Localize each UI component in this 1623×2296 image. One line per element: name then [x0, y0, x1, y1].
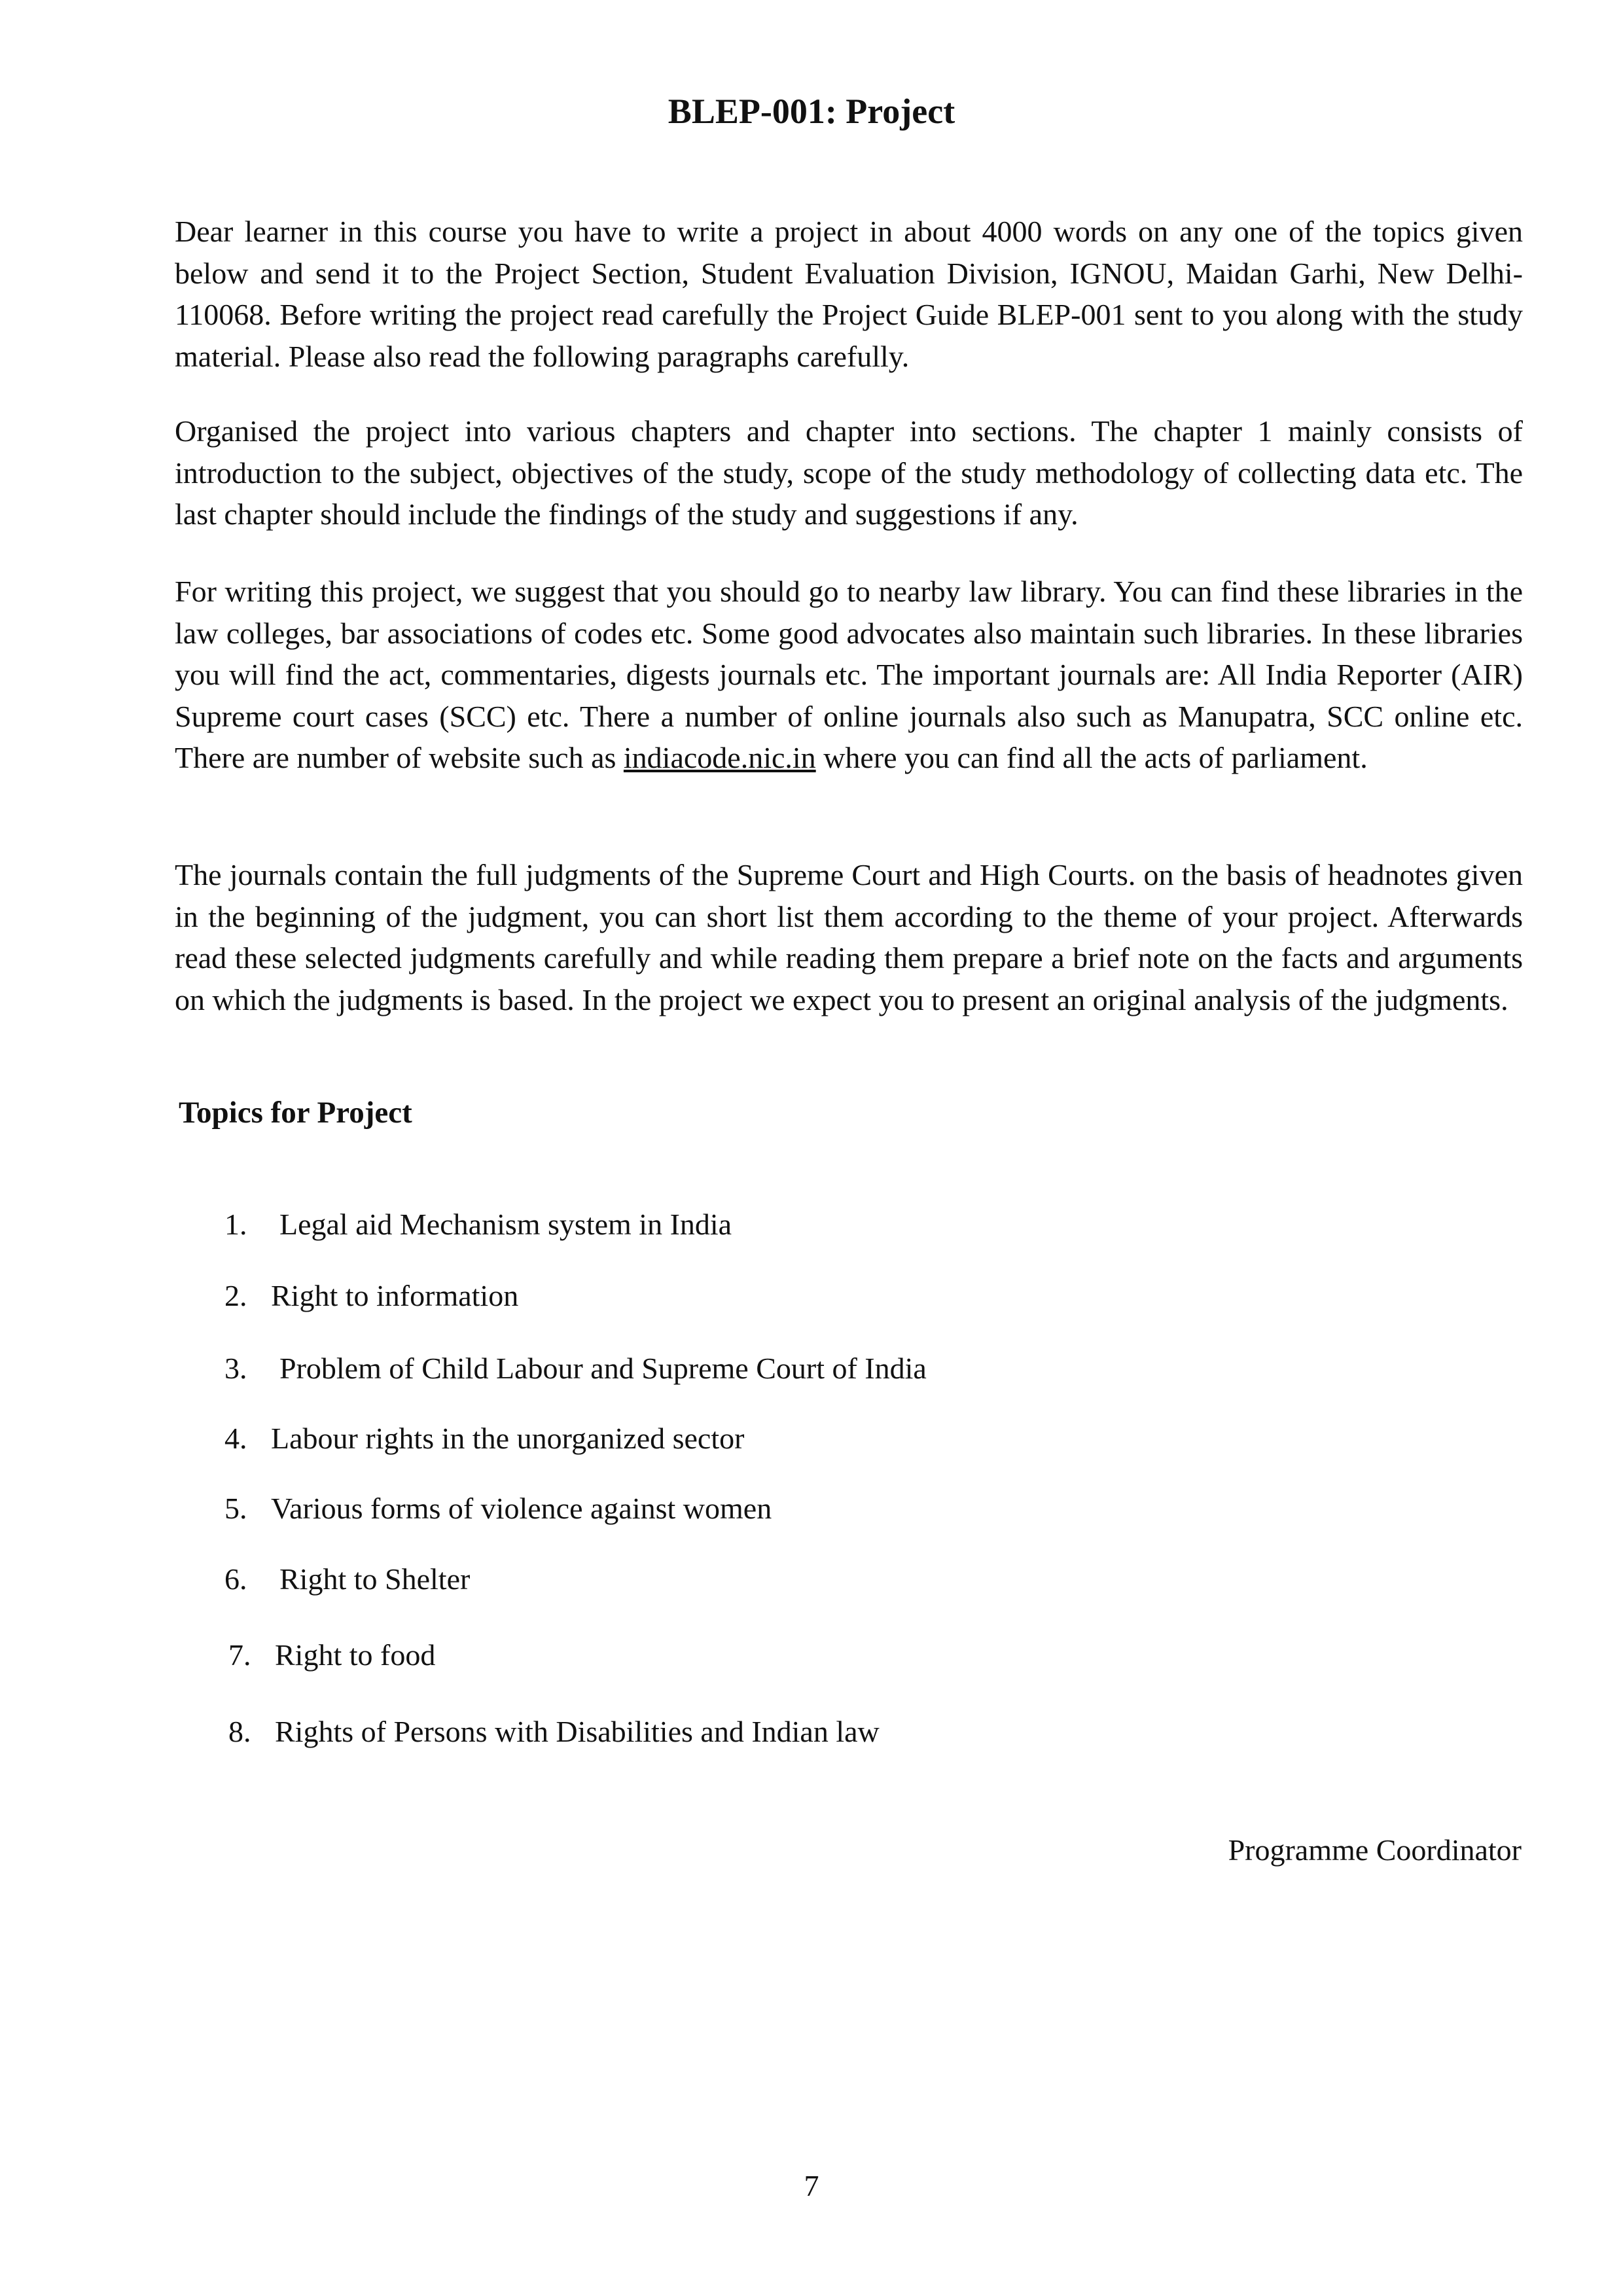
- topic-item: [224, 1558, 470, 1600]
- topic-number: 7.: [228, 1638, 251, 1672]
- topic-item: [228, 1634, 435, 1676]
- page-title: BLEP-001: Project: [668, 92, 955, 131]
- signature: Programme Coordinator: [1228, 1833, 1522, 1867]
- organisation-paragraph: Organised the project into various chapters and chapter into sections. The chapter 1 mainly consists of introduction to the subject, objectives of the study, scope of the study methodology of collecting data etc. The last chapter should include the findings of the study and suggestions if any.: [175, 414, 1523, 531]
- topic-number: 1.: [224, 1208, 247, 1241]
- topic-item: [224, 1418, 744, 1460]
- topic-label: Labour rights in the unorganized sector: [271, 1422, 745, 1455]
- topic-number: 4.: [224, 1422, 247, 1455]
- topic-label: Legal aid Mechanism system in India: [279, 1208, 732, 1241]
- topic-number: 8.: [228, 1715, 251, 1748]
- library-paragraph: [175, 571, 1523, 779]
- topic-label: Rights of Persons with Disabilities and Indian law: [275, 1715, 880, 1748]
- library-paragraph-text-end: where you can find all the acts of parliament.: [815, 741, 1368, 774]
- topic-item: [224, 1348, 927, 1390]
- topic-number: 6.: [224, 1562, 247, 1596]
- topic-label: Various forms of violence against women: [271, 1492, 772, 1525]
- topic-label: Right to food: [275, 1638, 436, 1672]
- topic-item: [224, 1488, 772, 1530]
- library-paragraph-text: For writing this project, we suggest that you should go to nearby law library. You can find these libraries in the law colleges, bar associations of codes etc. Some good advocates also maintain such libraries. In these libraries you will find the act, commentaries, digests journals etc. The important journals are: All India Reporter (AIR) Supreme court cases (SCC) etc. There a number of online journals also such as Manupatra, SCC online etc. There are number of website such as: [175, 575, 1523, 774]
- topic-label: Right to information: [271, 1279, 519, 1312]
- intro-paragraph: Dear learner in this course you have to write a project in about 4000 words on any one of the topics given below and send it to the Project Section, Student Evaluation Division, IGNOU, Maidan Garhi, New Delhi-110068. Before writing the project read carefully the Project Guide BLEP-001 sent to you along with the study material. Please also read the following paragraphs carefully.: [175, 215, 1523, 373]
- topics-heading: Topics for Project: [179, 1096, 412, 1130]
- topic-number: 3.: [224, 1352, 247, 1385]
- topic-item: [228, 1711, 880, 1753]
- topic-label: Right to Shelter: [279, 1562, 471, 1596]
- indiacode-link[interactable]: indiacode.nic.in: [623, 741, 816, 774]
- topic-number: 2.: [224, 1279, 247, 1312]
- topic-item: [224, 1204, 732, 1246]
- page-number: 7: [804, 2169, 819, 2202]
- topic-label: Problem of Child Labour and Supreme Court of India: [279, 1352, 927, 1385]
- topic-item: [224, 1275, 518, 1317]
- journals-paragraph: The journals contain the full judgments of the Supreme Court and High Courts. on the basis of headnotes given in the beginning of the judgment, you can short list them according to the theme of your project. Afterwards read these selected judgments carefully and while reading them prepare a brief note on the facts and arguments on which the judgments is based. In the project we expect you to present an original analysis of the judgments.: [175, 858, 1523, 1016]
- topic-number: 5.: [224, 1492, 247, 1525]
